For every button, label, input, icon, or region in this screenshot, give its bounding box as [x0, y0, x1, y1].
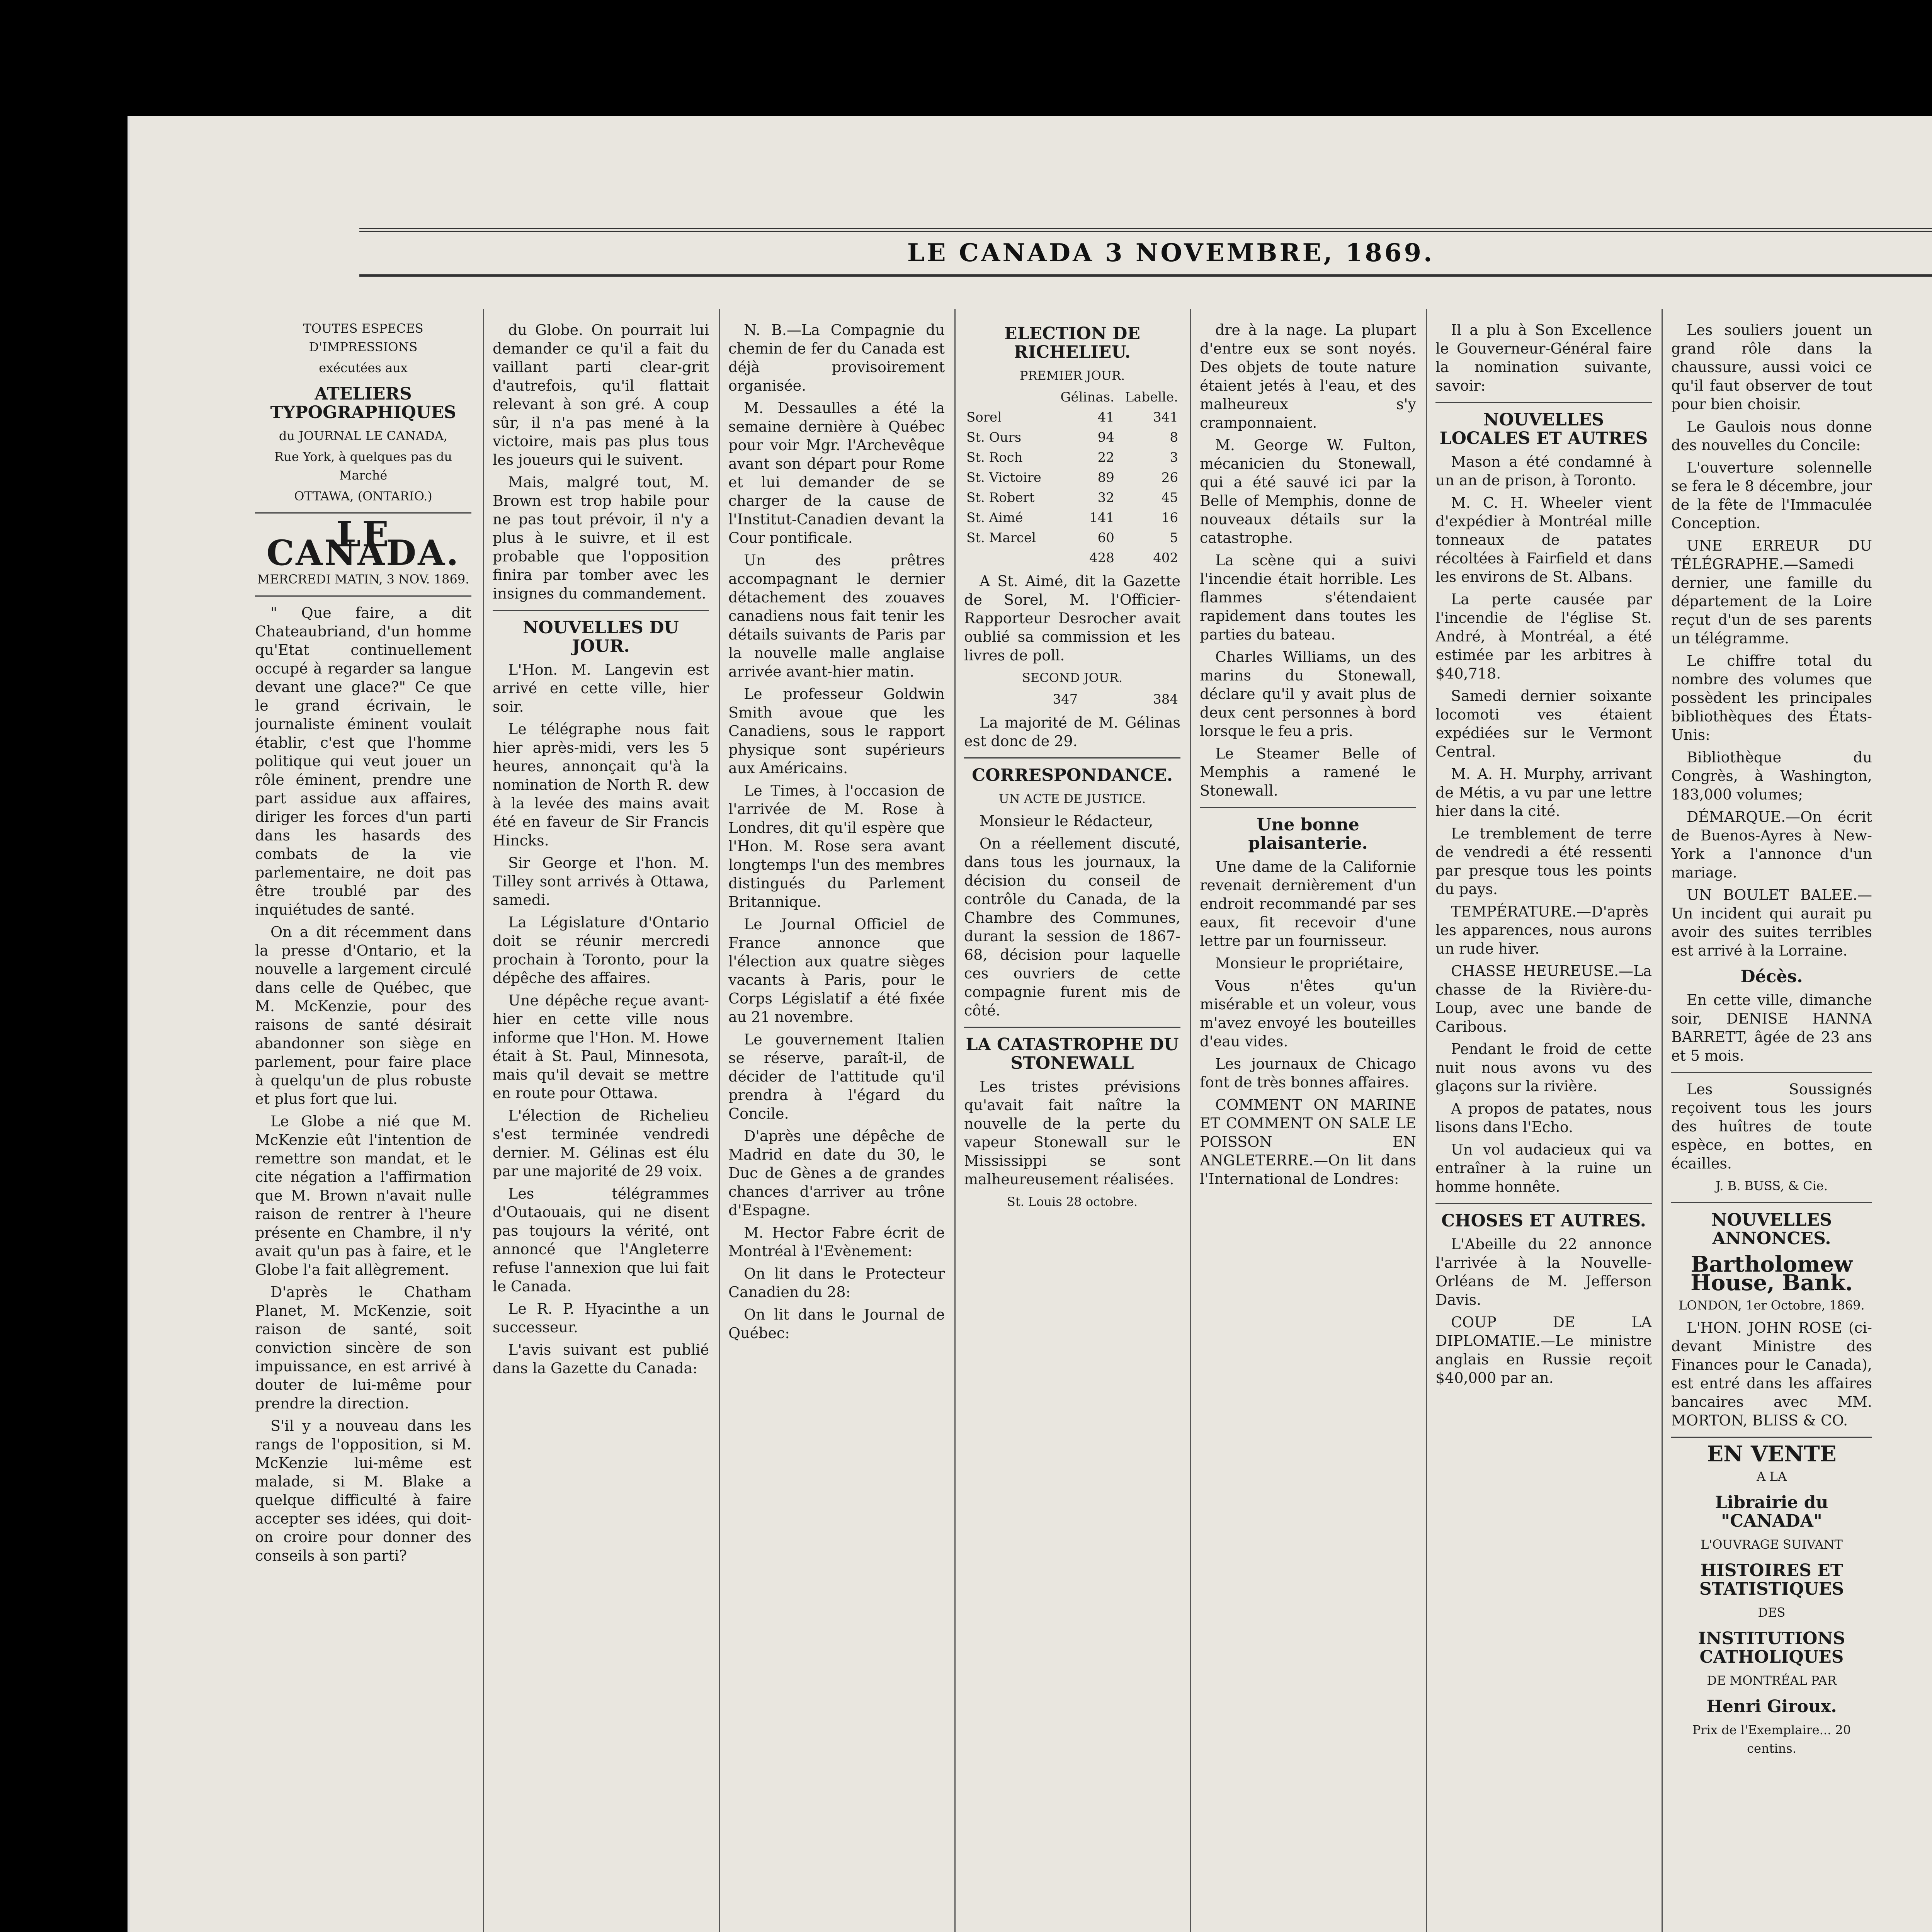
- article-paragraph: Le professeur Goldwin Smith avoue que les Canadiens, sous le rapport physique sont supérieurs aux Américains.: [728, 685, 945, 777]
- print-ad-title: TOUTES ESPECES D'IMPRESSIONS: [303, 321, 423, 354]
- sale-price: Prix de l'Exemplaire... 20 centins.: [1692, 1723, 1851, 1756]
- table-cell: St. Marcel: [966, 530, 1036, 546]
- divider: [1435, 1203, 1652, 1204]
- article-paragraph: Samedi dernier soixante locomoti ves étaient expédiées sur le Vermont Central.: [1435, 687, 1652, 760]
- divider: [255, 595, 471, 597]
- column-rule: [1190, 309, 1191, 1932]
- article-paragraph: M. Hector Fabre écrit de Montréal à l'Evènement:: [728, 1224, 945, 1260]
- article-paragraph: Les journaux de Chicago font de très bonnes affaires.: [1200, 1055, 1416, 1091]
- article-paragraph: L'ouverture solennelle se fera le 8 décembre, jour de la fête de l'Immaculée Conception.: [1671, 459, 1872, 532]
- table-cell: Sorel: [966, 410, 1002, 425]
- column-rule: [483, 309, 484, 1932]
- article-paragraph: Les tristes prévisions qu'avait fait naître la nouvelle de la perte du vapeur Stonewall sur le Mississippi se sont malheureusement réalisées.: [964, 1078, 1180, 1188]
- article-paragraph: Le R. P. Hyacinthe a un successeur.: [493, 1300, 709, 1336]
- table-row: [964, 427, 1180, 447]
- divider: [1671, 1202, 1872, 1203]
- sale-heading: EN VENTE: [1707, 1441, 1837, 1467]
- article-paragraph: D'après le Chatham Planet, M. McKenzie, soit raison de santé, soit conviction sincère de son impuissance, en est arrivé à douter de lui-même pour prendre la direction.: [255, 1284, 471, 1412]
- article-paragraph: La perte causée par l'incendie de l'église St. André, à Montréal, a été estimée par les arbitres à $40,718.: [1435, 591, 1652, 682]
- article-paragraph: COUP DE LA DIPLOMATIE.—Le ministre anglais en Russie reçoit $40,000 par an.: [1435, 1314, 1652, 1386]
- article-paragraph: L'avis suivant est publié dans la Gazette du Canada:: [493, 1341, 709, 1377]
- advert-text: Les Soussignés reçoivent tous les jours des huîtres de toute espèce, en bottes, en écailles.: [1671, 1081, 1872, 1172]
- table-cell: St. Victoire: [966, 470, 1041, 485]
- print-ad-sub: exécutées aux: [319, 361, 408, 375]
- section-heading: CORRESPONDANCE.: [972, 765, 1173, 785]
- article-paragraph: TEMPÉRATURE.—D'après les apparences, nous aurons un rude hiver.: [1435, 903, 1652, 957]
- sale-store: Librairie du "CANADA": [1715, 1493, 1828, 1531]
- column-7: [1671, 317, 1872, 1932]
- article-paragraph: On a réellement discuté, dans tous les journaux, la décision du conseil de contrôle du Canada, de la Chambre des Communes, durant la session de 1867-68, décision pour laquelle ces ouvriers de cette compagnie furent mis de côté.: [964, 835, 1180, 1019]
- column-1: [255, 317, 471, 1932]
- article-paragraph: Le tremblement de terre de vendredi a été ressenti par presque tous les points du pays.: [1435, 825, 1652, 898]
- table-row: [964, 447, 1180, 468]
- article-paragraph: Le chiffre total du nombre des volumes que possèdent les principales bibliothèques des États-Unis:: [1671, 652, 1872, 743]
- column-3: [728, 317, 945, 1932]
- table-cell: 384: [1153, 692, 1178, 707]
- article-paragraph: N. B.—La Compagnie du chemin de fer du Canada est déjà provisoirement organisée.: [728, 321, 945, 394]
- table-total-row: [964, 689, 1180, 709]
- article-paragraph: dre à la nage. La plupart d'entre eux se sont noyés. Des objets de toute nature étaient jetés à l'eau, et des malheureux s'y cramponnaient.: [1200, 321, 1416, 431]
- table-cell: 347: [1053, 692, 1078, 707]
- table-cell: 26: [1161, 470, 1178, 485]
- article-paragraph: S'il y a nouveau dans les rangs de l'opposition, si M. McKenzie lui-même est malade, si M. Blake a quelque difficulté à faire accepter ses idées, qui doit-on croire pour donner des conseils à son parti?: [255, 1417, 471, 1564]
- section-heading: Décès.: [1740, 967, 1803, 986]
- table-cell: 5: [1170, 530, 1178, 546]
- article-paragraph: Mais, malgré tout, M. Brown est trop habile pour ne pas tout prévoir, il n'y a plus à le suivre, et il est probable que l'opposition finira par tomber avec les insignes du commandement.: [493, 474, 709, 602]
- article-paragraph: On a dit récemment dans la presse d'Ontario, et la nouvelle a largement circulé dans celle de Québec, que M. McKenzie, pour des raisons de santé désirait abandonner son siège en parlement, pour faire place à quelqu'un de plus robuste et plus fort que lui.: [255, 923, 471, 1107]
- table-row: [964, 407, 1180, 427]
- divider: [1671, 1072, 1872, 1073]
- article-paragraph: La Législature d'Ontario doit se réunir mercredi prochain à Toronto, pour la dépêche des affaires.: [493, 914, 709, 986]
- section-heading: CHOSES ET AUTRES.: [1441, 1211, 1646, 1231]
- article-paragraph: Le télégraphe nous fait hier après-midi, vers les 5 heures, annonçait qu'à la nomination de North R. dew à la levée des mains avait été en faveur de Sir Francis Hincks.: [493, 721, 709, 849]
- article-paragraph: Mason a été condamné à un an de prison, à Toronto.: [1435, 453, 1652, 489]
- divider: [964, 1027, 1180, 1028]
- date-line: MERCREDI MATIN, 3 NOV. 1869.: [257, 572, 469, 587]
- table-cell: 60: [1097, 530, 1114, 546]
- article-paragraph: DÉMARQUE.—On écrit de Buenos-Ayres à New-York a l'annonce d'un mariage.: [1671, 808, 1872, 881]
- column-rule: [1426, 309, 1427, 1932]
- table-row: [964, 488, 1180, 508]
- divider: [1200, 807, 1416, 808]
- masthead-title: LE CANADA 3 NOVEMBRE, 1869.: [907, 238, 1435, 267]
- table-header-row: [964, 387, 1180, 407]
- print-ad-name: ATELIERS TYPOGRAPHIQUES: [270, 384, 456, 422]
- article-paragraph: On lit dans le Protecteur Canadien du 28:: [728, 1265, 945, 1301]
- advert-signature: J. B. BUSS, & Cie.: [1716, 1179, 1828, 1193]
- article-paragraph: Pendant le froid de cette nuit nous avons vu des glaçons sur la rivière.: [1435, 1041, 1652, 1095]
- article-paragraph: " Que faire, a dit Chateaubriand, d'un homme qu'Etat continuellement occupé à regarder sa langue devant une glace?" Ce que le grand écrivain, le journaliste éminent voulait établir, c'est que l'homme politique qui veut jouer un rôle éminent, prendre une part assidue aux affaires, diriger les forces d'un parti dans les hasards des combats de la vie parlementaire, ne doit pas être troublé par des inquiétudes de santé.: [255, 604, 471, 918]
- column-rule: [719, 309, 720, 1932]
- column-5: [1200, 317, 1416, 1932]
- article-paragraph: Une dame de la Californie revenait dernièrement d'un endroit recommandé par ses eaux, fit recevoir d'une lettre par un fournisseur.: [1200, 858, 1416, 949]
- divider: [1435, 402, 1652, 403]
- subheading: PREMIER JOUR.: [1019, 368, 1125, 383]
- article-paragraph: Il a plu à Son Excellence le Gouverneur-Général faire la nomination suivante, savoir:: [1435, 321, 1652, 394]
- sale-work: L'OUVRAGE SUIVANT: [1701, 1537, 1843, 1552]
- article-paragraph: Monsieur le Rédacteur,: [980, 813, 1153, 830]
- article-paragraph: Les télégrammes d'Outaouais, qui ne disent pas toujours la vérité, ont annoncé que l'Angleterre refuse l'annexion que lui fait le Canada.: [493, 1185, 709, 1295]
- article-paragraph: Le gouvernement Italien se réserve, paraît-il, de décider de l'attitude qu'il prendra à l'égard du Concile.: [728, 1031, 945, 1122]
- divider: [255, 512, 471, 514]
- article-paragraph: On lit dans le Journal de Québec:: [728, 1306, 945, 1342]
- table-cell: 141: [1089, 510, 1114, 526]
- section-heading: Une bonne plaisanterie.: [1248, 815, 1368, 853]
- article-paragraph: Le Journal Officiel de France annonce que l'élection aux quatre sièges vacants à Paris, pour le Corps Législatif a été fixée au 21 novembre.: [728, 916, 945, 1026]
- divider: [964, 757, 1180, 759]
- print-ad-journal: du JOURNAL LE CANADA,: [279, 429, 448, 443]
- article-paragraph: L'Abeille du 22 annonce l'arrivée à la Nouvelle-Orléans de M. Jefferson Davis.: [1435, 1236, 1652, 1308]
- article-paragraph: L'élection de Richelieu s'est terminée vendredi dernier. M. Gélinas est élu par une majorité de 29 voix.: [493, 1107, 709, 1180]
- table-cell: 428: [1089, 550, 1114, 566]
- table-cell: 22: [1097, 450, 1114, 465]
- article-paragraph: M. George W. Fulton, mécanicien du Stonewall, qui a été sauvé ici par la Belle of Memphis, donne de nouveaux détails sur la catastrophe.: [1200, 437, 1416, 546]
- sale-author: Henri Giroux.: [1706, 1697, 1837, 1716]
- article-paragraph: Vous n'êtes qu'un misérable et un voleur, vous m'avez envoyé les bouteilles d'eau vides.: [1200, 977, 1416, 1050]
- column-rule: [1662, 309, 1663, 1932]
- divider: [1671, 1437, 1872, 1438]
- table-cell: St. Ours: [966, 430, 1022, 445]
- table-cell: 402: [1153, 550, 1178, 566]
- election-table: [964, 387, 1180, 568]
- table-cell: 89: [1097, 470, 1114, 485]
- column-header: Labelle.: [1125, 389, 1178, 405]
- article-paragraph: Le Gaulois nous donne des nouvelles du Concile:: [1671, 418, 1872, 454]
- masthead: [359, 228, 1932, 277]
- subheading: UN ACTE DE JUSTICE.: [998, 791, 1146, 806]
- table-cell: St. Robert: [966, 490, 1035, 505]
- section-heading: NOUVELLES DU JOUR.: [523, 618, 679, 656]
- article-paragraph: CHASSE HEUREUSE.—La chasse de la Rivière-du-Loup, avec une bande de Caribous.: [1435, 963, 1652, 1035]
- article-paragraph: Monsieur le propriétaire,: [1215, 955, 1404, 972]
- column-header: Gélinas.: [1060, 389, 1114, 405]
- article-paragraph: M. A. H. Murphy, arrivant de Métis, a vu par une lettre hier dans la cité.: [1435, 765, 1652, 820]
- sale-title: HISTOIRES ET STATISTIQUES: [1699, 1561, 1844, 1599]
- table-cell: 341: [1153, 410, 1178, 425]
- death-notice: En cette ville, dimanche soir, DENISE HANNA BARRETT, âgée de 23 ans et 5 mois.: [1671, 992, 1872, 1064]
- table-cell: 16: [1161, 510, 1178, 526]
- table-cell: 32: [1097, 490, 1114, 505]
- article-paragraph: La scène qui a suivi l'incendie était horrible. Les flammes s'étendaient rapidement dans toutes les parties du bateau.: [1200, 552, 1416, 643]
- table-total-row: [964, 548, 1180, 568]
- table-row: [964, 508, 1180, 528]
- article-paragraph: Un des prêtres accompagnant le dernier détachement des zouaves canadiens nous fait tenir les détails suivants de Paris par la nouvelle malle anglaise arrivée avant-hier matin.: [728, 552, 945, 680]
- article-paragraph: Bibliothèque du Congrès, à Washington, 183,000 volumes;: [1671, 749, 1872, 803]
- article-paragraph: Les souliers jouent un grand rôle dans la chaussure, aussi voici ce qu'il faut observer de tout pour bien choisir.: [1671, 321, 1872, 413]
- advert-text: L'HON. JOHN ROSE (ci-devant Ministre des Finances pour le Canada), est entré dans les affaires bancaires avec MM. MORTON, BLISS & CO.: [1671, 1319, 1872, 1429]
- divider: [493, 610, 709, 611]
- article-paragraph: M. Dessaulles a été la semaine dernière à Québec pour voir Mgr. l'Archevêque avant son départ pour Rome et lui demander de se charger de la cause de l'Institut-Canadien devant la Cour pontificale.: [728, 400, 945, 546]
- article-paragraph: Sir George et l'hon. M. Tilley sont arrivés à Ottawa, samedi.: [493, 854, 709, 908]
- column-6: [1435, 317, 1652, 1932]
- table-cell: 8: [1170, 430, 1178, 445]
- table-cell: St. Roch: [966, 450, 1023, 465]
- sale-institutions: INSTITUTIONS CATHOLIQUES: [1698, 1629, 1845, 1667]
- section-heading: NOUVELLES LOCALES ET AUTRES: [1439, 410, 1648, 448]
- election-totals: [964, 689, 1180, 709]
- table-cell: 3: [1170, 450, 1178, 465]
- table-cell: St. Aimé: [966, 510, 1023, 526]
- article-paragraph: UNE ERREUR DU TÉLÉGRAPHE.—Samedi dernier, une famille du département de la Loire reçut d'un de ses parents un télégramme.: [1671, 537, 1872, 647]
- sale-sub: A LA: [1757, 1469, 1787, 1484]
- article-paragraph: Un vol audacieux qui va entraîner à la ruine un homme honnête.: [1435, 1141, 1652, 1195]
- article-paragraph: Le Steamer Belle of Memphis a ramené le Stonewall.: [1200, 745, 1416, 799]
- sale-des: DES: [1758, 1605, 1786, 1620]
- table-cell: 45: [1161, 490, 1178, 505]
- article-paragraph: M. C. H. Wheeler vient d'expédier à Montréal mille tonneaux de patates récoltées à Fairfield et dans les environs de St. Albans.: [1435, 494, 1652, 585]
- paper-name: LE CANADA.: [266, 514, 460, 573]
- article-paragraph: A St. Aimé, dit la Gazette de Sorel, M. l'Officier-Rapporteur Desrocher avait oublié sa commission et les livres de poll.: [964, 573, 1180, 664]
- column-2: [493, 317, 709, 1932]
- sale-city: DE MONTRÉAL PAR: [1707, 1673, 1837, 1688]
- article-paragraph: D'après une dépêche de Madrid en date du 30, le Duc de Gènes a de grandes chances d'arriver au trône d'Espagne.: [728, 1128, 945, 1219]
- article-paragraph: COMMENT ON MARINE ET COMMENT ON SALE LE POISSON EN ANGLETERRE.—On lit dans l'International de Londres:: [1200, 1096, 1416, 1187]
- section-heading: NOUVELLES ANNONCES.: [1711, 1210, 1832, 1248]
- article-paragraph: A propos de patates, nous lisons dans l'Echo.: [1435, 1100, 1652, 1136]
- dateline: St. Louis 28 octobre.: [1007, 1194, 1138, 1209]
- table-row: [964, 468, 1180, 488]
- article-paragraph: L'Hon. M. Langevin est arrivé en cette ville, hier soir.: [493, 661, 709, 715]
- column-rule: [954, 309, 956, 1932]
- article-paragraph: Une dépêche reçue avant-hier en cette ville nous informe que l'Hon. M. Howe était à St. Paul, Minnesota, mais qu'il devait se mettre en route pour Ottawa.: [493, 992, 709, 1102]
- table-cell: 41: [1097, 410, 1114, 425]
- article-paragraph: du Globe. On pourrait lui demander ce qu'il a fait du vaillant parti clear-grit d'autrefois, qu'il flattait relevant à son gré. A coup sûr, il n'a pas mené à la victoire, mais pas plus tous les joueurs qui le suivent.: [493, 321, 709, 468]
- article-paragraph: Le Globe a nié que M. McKenzie eût l'intention de remettre son mandat, et le cite négation a l'affirmation que M. Brown n'avait nulle raison de rentrer à l'heure présente en Chambre, il n'y avait qu'un pas à faire, et le Globe l'a fait allègrement.: [255, 1113, 471, 1278]
- table-row: [964, 528, 1180, 548]
- print-ad-address: Rue York, à quelques pas du Marché: [274, 449, 452, 483]
- article-paragraph: La majorité de M. Gélinas est donc de 29.: [964, 714, 1180, 750]
- bank-advert-location: LONDON, 1er Octobre, 1869.: [1679, 1298, 1865, 1313]
- section-heading: LA CATASTROPHE DU STONEWALL: [966, 1035, 1179, 1073]
- table-cell: 94: [1097, 430, 1114, 445]
- column-4: [964, 317, 1180, 1932]
- article-paragraph: Charles Williams, un des marins du Stonewall, déclare qu'il y avait plus de deux cent personnes à bord lorsque le feu a pris.: [1200, 648, 1416, 740]
- print-ad-city: OTTAWA, (ONTARIO.): [294, 489, 432, 503]
- bank-advert-heading: Bartholomew House, Bank.: [1690, 1252, 1853, 1296]
- article-paragraph: Le Times, à l'occasion de l'arrivée de M. Rose à Londres, dit qu'il espère que l'Hon. M. Rose sera avant longtemps l'un des membres distingués du Parlement Britannique.: [728, 782, 945, 910]
- article-paragraph: UN BOULET BALEE.—Un incident qui aurait pu avoir des suites terribles est arrivé à la Lorraine.: [1671, 886, 1872, 959]
- subheading: SECOND JOUR.: [1022, 670, 1123, 685]
- section-heading: ELECTION DE RICHELIEU.: [1004, 324, 1140, 362]
